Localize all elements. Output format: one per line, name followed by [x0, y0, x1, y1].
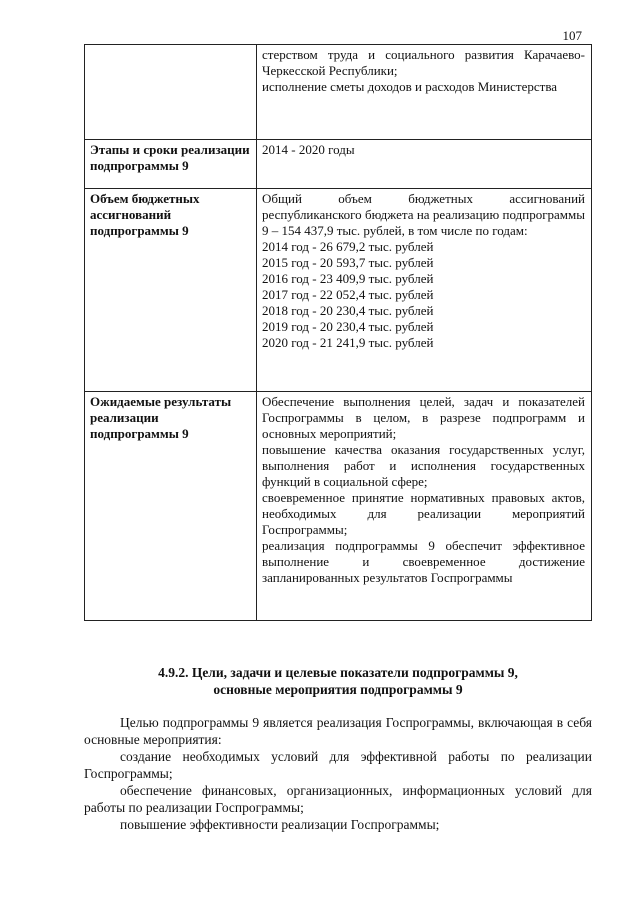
body-paragraph-4: повышение эффективности реализации Госпрограммы;	[120, 817, 440, 832]
continued-value-cell	[257, 45, 592, 140]
budget-year-2014: 2014 год - 26 679,2 тыс. рублей	[262, 239, 434, 254]
section-heading	[84, 664, 592, 698]
results-item-2: повышение качества оказания государственных услуг, выполнения работ и исполнения государственных функций в социальной сфере;	[262, 442, 585, 489]
table-row-stages	[85, 140, 592, 189]
table-row-continued	[85, 45, 592, 140]
budget-year-2015: 2015 год - 20 593,7 тыс. рублей	[262, 255, 434, 270]
stages-label: Этапы и сроки реализации подпрограммы 9	[85, 140, 257, 189]
budget-value-cell	[257, 189, 592, 392]
body-paragraph-2: создание необходимых условий для эффективной работы по реализации Госпрограммы;	[84, 749, 592, 781]
results-item-1: Обеспечение выполнения целей, задач и показателей Госпрограммы в целом, в разрезе подпрограмм и основных мероприятий;	[262, 394, 585, 441]
body-paragraph-1: Целью подпрограммы 9 является реализация Госпрограммы, включающая в себя основные мероприятия:	[84, 715, 592, 747]
results-label: Ожидаемые результаты реализации подпрограммы 9	[85, 392, 257, 621]
table-row-results	[85, 392, 592, 621]
subprogram-passport-table	[84, 44, 592, 621]
budget-year-2017: 2017 год - 22 052,4 тыс. рублей	[262, 287, 434, 302]
section-heading-line-1: 4.9.2. Цели, задачи и целевые показатели подпрограммы 9,	[158, 665, 518, 680]
section-heading-line-2: основные мероприятия подпрограммы 9	[213, 682, 463, 697]
table-row-budget	[85, 189, 592, 392]
stages-value: 2014 - 2020 годы	[262, 142, 355, 157]
budget-year-2018: 2018 год - 20 230,4 тыс. рублей	[262, 303, 434, 318]
body-paragraph-3: обеспечение финансовых, организационных, информационных условий для работы по реализации Госпрограммы;	[84, 783, 592, 815]
results-item-4: реализация подпрограммы 9 обеспечит эффективное выполнение и своевременное достижение запланированных результатов Госпрограммы	[262, 538, 585, 585]
budget-year-2016: 2016 год - 23 409,9 тыс. рублей	[262, 271, 434, 286]
continued-line-1: стерством труда и социального развития Карачаево-Черкесской Республики;	[262, 47, 585, 78]
budget-label: Объем бюджетных ассигнований подпрограммы 9	[85, 189, 257, 392]
continued-label-cell	[85, 45, 257, 140]
budget-intro: Общий объем бюджетных ассигнований республиканского бюджета на реализацию подпрограммы 9 – 154 437,9 тыс. рублей, в том числе по годам:	[262, 191, 585, 238]
budget-year-2020: 2020 год - 21 241,9 тыс. рублей	[262, 335, 434, 350]
budget-year-2019: 2019 год - 20 230,4 тыс. рублей	[262, 319, 434, 334]
continued-line-2: исполнение сметы доходов и расходов Министерства	[262, 79, 558, 94]
results-item-3: своевременное принятие нормативных правовых актов, необходимых для реализации мероприятий Госпрограммы;	[262, 490, 585, 537]
stages-value-cell	[257, 140, 592, 189]
page-number: 107	[562, 28, 582, 43]
section-body	[84, 714, 592, 833]
results-value-cell	[257, 392, 592, 621]
